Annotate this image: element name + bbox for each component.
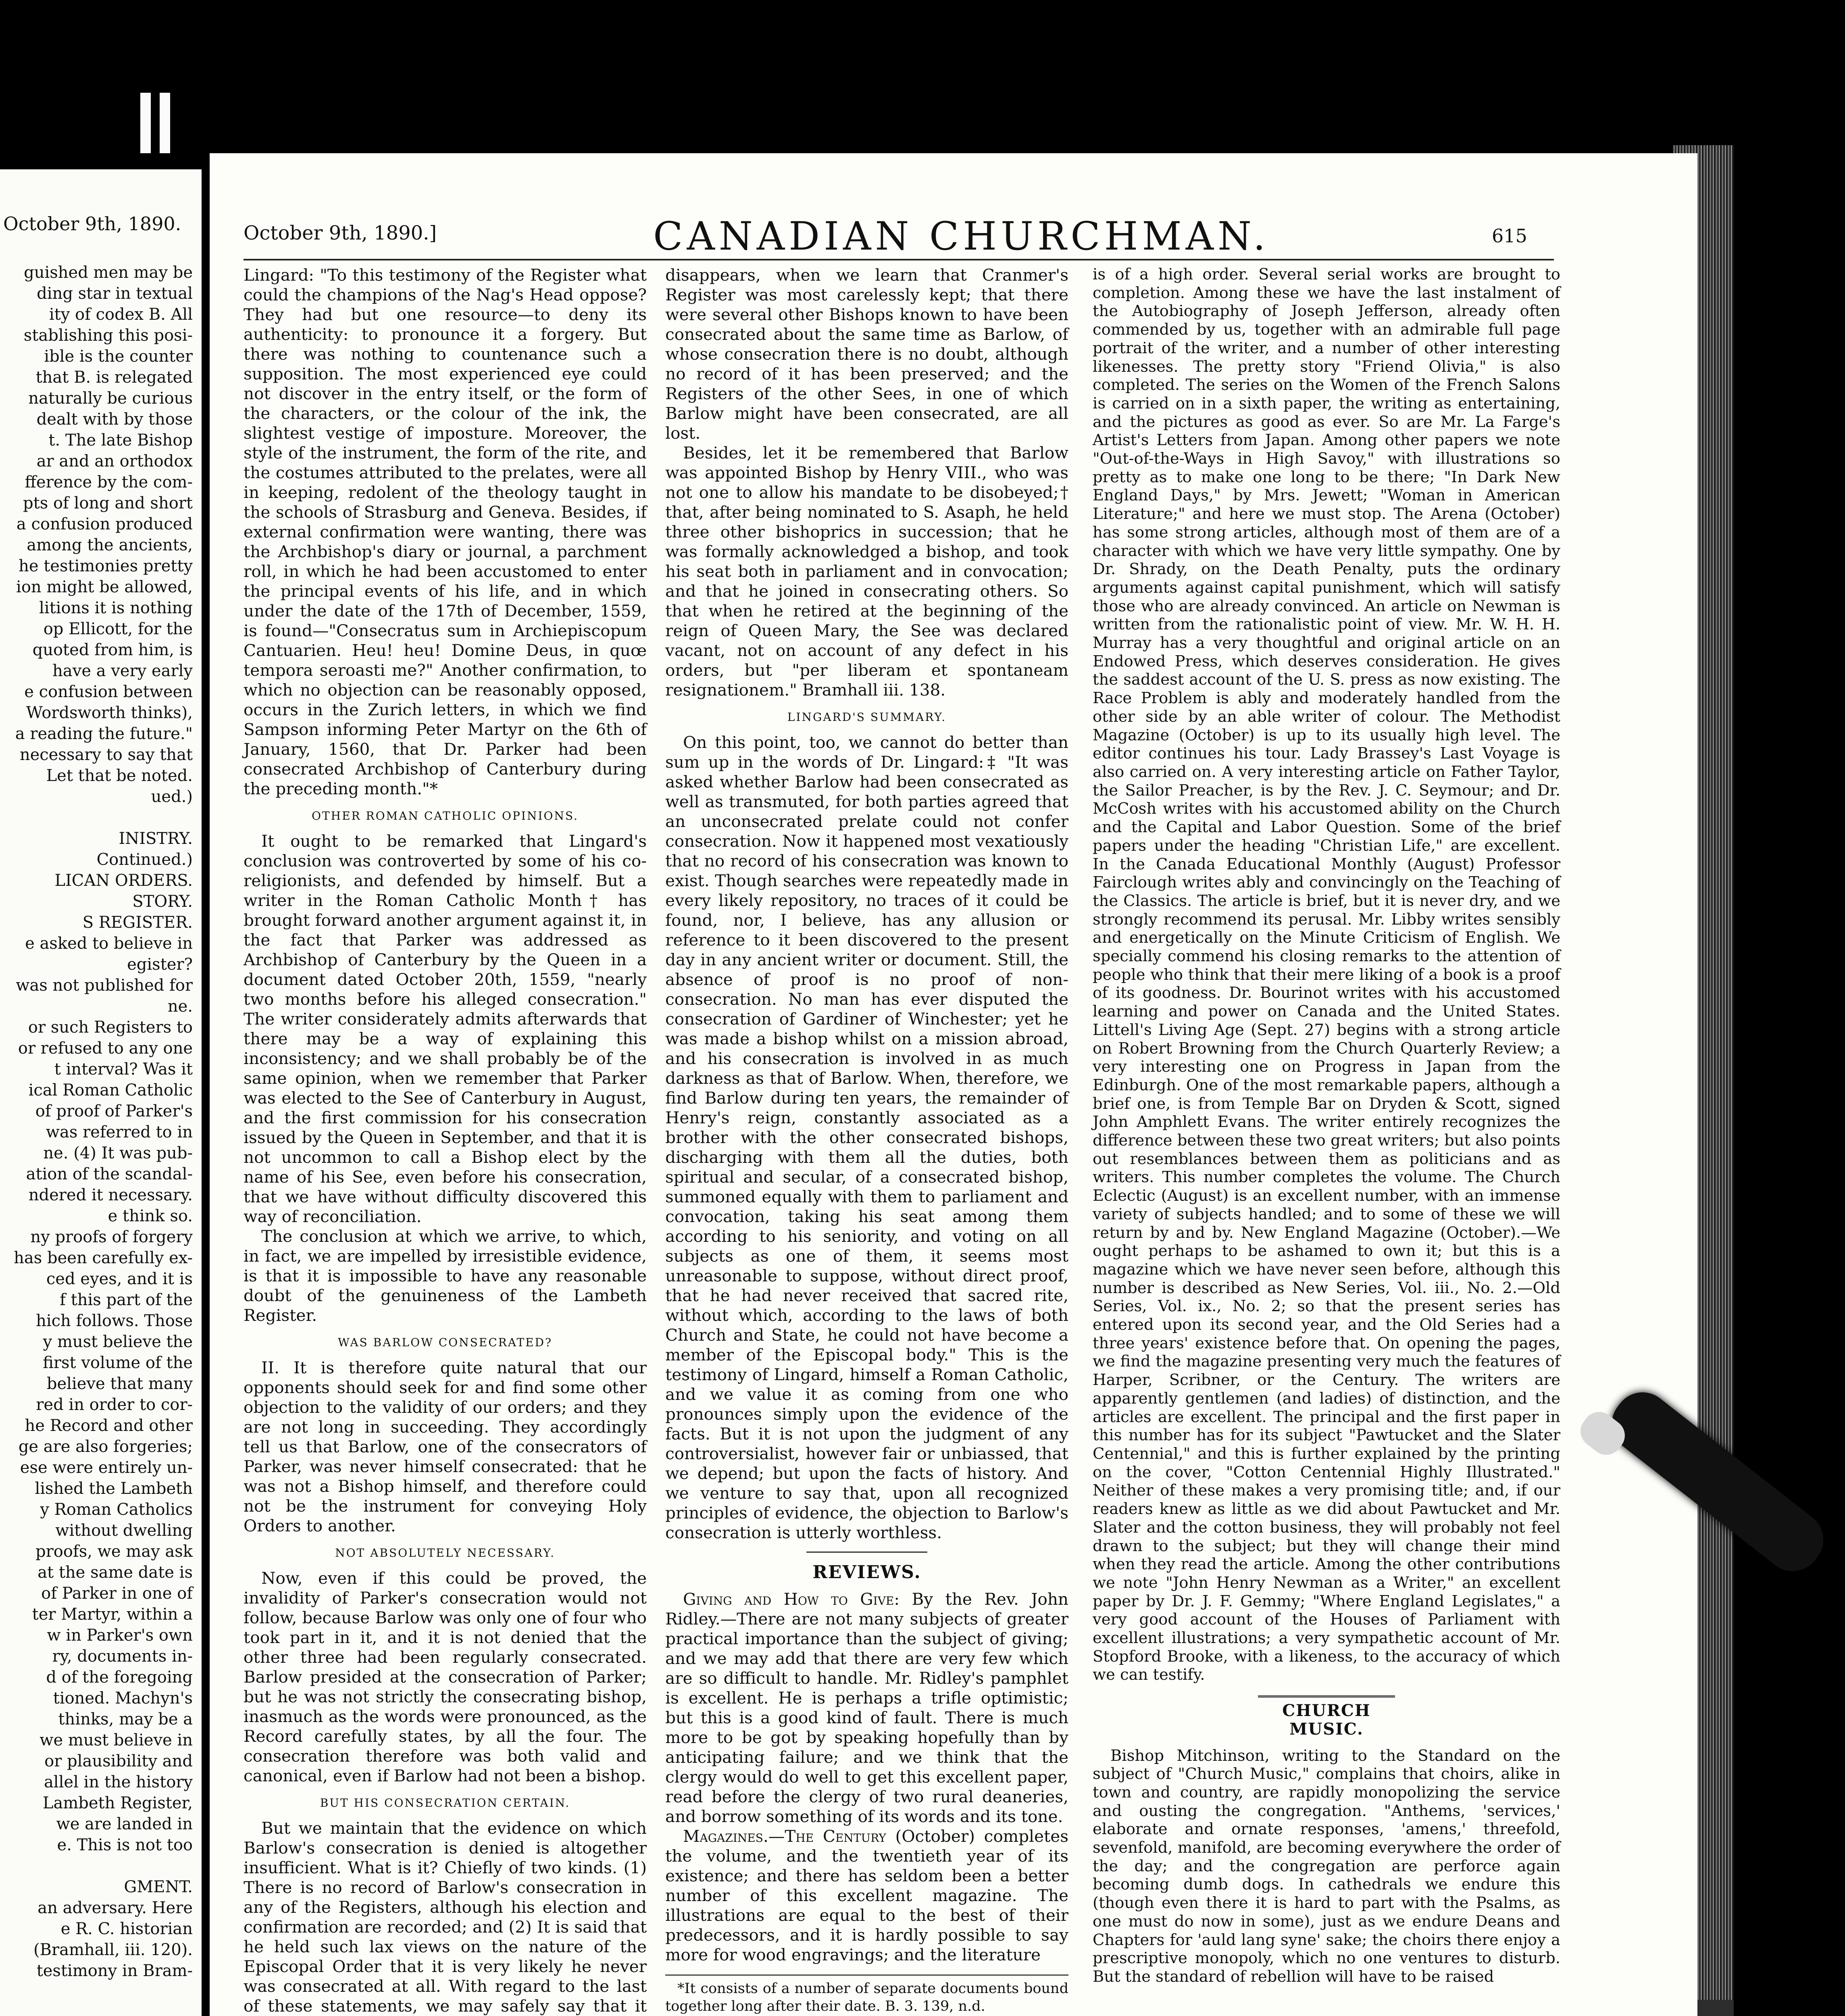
scan-marker-top-2 — [160, 93, 170, 153]
header-rule — [244, 259, 1554, 260]
left-page-line: S REGISTER. — [82, 913, 193, 932]
left-page-line: necessary to say that — [19, 746, 193, 764]
left-page-line: of Parker in one of — [41, 1584, 193, 1603]
left-page-line: STORY. — [132, 892, 193, 911]
article-paragraph: The conclusion at which we arrive, to which, in fact, we are impelled by irresistible evidence, is that it is impossible to have any reasonable doubt of the genuineness of the Lambeth Register. — [244, 1227, 647, 1325]
left-page-line: fference by the com- — [25, 473, 193, 492]
article-paragraph: Now, even if this could be proved, the invalidity of Parker's consecration would not follow, because Barlow was only one of four who took part in it, and it is not denied that the other three had been regularly consecrated. Barlow presided at the consecration of Parker; but he was not strictly the consecrating bishop, inasmuch as the words were pronounced, as the Record carefully states, by all the four. The consecration therefore was both valid and canonical, even if Barlow had not been a bishop. — [244, 1568, 647, 1785]
left-page-line: egister? — [127, 955, 193, 974]
column-2 — [665, 265, 1068, 2016]
left-page-line: ny proofs of forgery — [30, 1228, 193, 1246]
article-paragraph: II. It is therefore quite natural that our opponents should seek for and find some other objection to the validity of our orders; and they are not long in succeeding. They accordingly tell us that Barlow, one of the consecrators of Parker, was never himself consecrated: that he was not a Bishop himself, and therefore could not be the instrument for conveying Holy Orders to another. — [244, 1358, 647, 1535]
church-music-heading: CHURCH MUSIC. — [1258, 1695, 1395, 1738]
masthead-title: CANADIAN CHURCHMAN. — [653, 214, 1270, 259]
left-page-line: believe that many — [46, 1375, 193, 1393]
left-page-line: e think so. — [108, 1207, 193, 1225]
left-page-line: allel in the history — [44, 1773, 193, 1791]
newspaper-page — [210, 153, 1697, 2016]
review-paragraph — [665, 1826, 1068, 1965]
article-paragraph: Besides, let it be remembered that Barlow was appointed Bishop by Henry VIII., who was not one to allow his mandate to be disobeyed;† that, after being nominated to S. Asaph, he held three other bishoprics in succession; that he was formally acknowledged a bishop, and took his seat both in parliament and in convocation; and that he joined in consecrating others. So that when he retired at the beginning of the reign of Queen Mary, the See was declared vacant, not on account of any defect in his orders, but "per liberam et spontaneam resignationem." Bramhall iii. 138. — [665, 443, 1068, 700]
left-page-line: ced eyes, and it is — [46, 1270, 193, 1288]
left-page-line: a confusion produced — [16, 515, 193, 533]
left-page-line: ion might be allowed, — [16, 578, 193, 596]
article-paragraph: But we maintain that the evidence on which Barlow's consecration is denied is altogether insufficient. What is it? Chiefly of two kinds. (1) There is no record of Barlow's consecration in any of the Registers, although his election and confirmation are recorded; and (2) It is said that he held such lax views on the nature of the Episcopal Order that it is very likely he never was consecrated at all. With regard to the last of these statements, we may safely say that it — [244, 1818, 647, 2016]
left-page-line: lished the Lambeth — [35, 1479, 193, 1498]
left-page-line: have a very early — [52, 662, 193, 680]
left-page-line: he Record and other — [25, 1416, 193, 1435]
article-paragraph: Bishop Mitchinson, writing to the Standard on the subject of "Church Music," complains that choirs, alike in town and country, are rapidly monopolizing the service and ousting the congregation. "Anthems, 'services,' elaborate and ornate responses, 'amens,' threefold, sevenfold, manifold, are becoming everywhere the order of the day; and the congregation are perforce again becoming dumb dogs. In cathedrals we endure this (though even there it is hard to part with the Psalms, as one must do now in some), just as we endure Deans and Chapters for 'auld lang syne' sake; the choirs there enjoy a prescriptive monopoly, which no one ventures to disturb. But the standard of rebellion will have to be raised — [1093, 1746, 1560, 1986]
left-page-line: we are landed in — [56, 1815, 193, 1833]
scan-marker-top-1 — [140, 93, 151, 153]
left-page-line: e asked to believe in — [25, 934, 193, 953]
left-page-line: ne. — [167, 997, 193, 1016]
article-paragraph: disappears, when we learn that Cranmer's Register was most carelessly kept; that there were several other Bishops known to have been consecrated about the same time as Barlow, of whose consecration there is no doubt, although no record of it has been preserved; and the Registers of the other Sees, in one of which Barlow might have been consecrated, are all lost. — [665, 265, 1068, 443]
left-page-line: op Ellicott, for the — [43, 620, 193, 638]
left-page-line: GMENT. — [124, 1878, 193, 1896]
article-paragraph: It ought to be remarked that Lingard's conclusion was controverted by some of his co-religionists, and defended by himself. But a writer in the Roman Catholic Month† has brought forward another argument against it, in the fact that Parker was addressed as Archbishop of Canterbury by the Queen in a document dated October 20th, 1559, "nearly two months before his alleged consecration." The writer considerately admits afterwards that there may be a way of explaining this inconsistency; and we shall probably be of the same opinion, when we remember that Parker was elected to the See of Canterbury in August, and the first commission for his consecration issued by the Queen in September, and that it is not uncommon to call a Bishop elect by the name of his See, even before his consecration, that we have without difficulty discovered this way of reconciliation. — [244, 831, 647, 1226]
left-page-line: without dwelling — [55, 1521, 193, 1540]
review-lead: Giving and How to Give: — [683, 1589, 900, 1609]
left-page-line: of proof of Parker's — [35, 1102, 193, 1120]
left-page-line: y must believe the — [43, 1333, 193, 1351]
left-page-line: e confusion between — [24, 683, 193, 701]
left-page-line: ese were entirely un- — [20, 1458, 193, 1477]
left-page-line: t. The late Bishop — [48, 431, 193, 450]
section-heading: OTHER ROMAN CATHOLIC OPINIONS. — [312, 809, 579, 823]
left-page-column — [3, 262, 193, 1981]
left-page-line: litions it is nothing — [39, 599, 193, 617]
left-page-line: ued.) — [151, 787, 193, 806]
section-heading: BUT HIS CONSECRATION CERTAIN. — [320, 1796, 571, 1810]
left-page-line: d of the foregoing — [46, 1668, 193, 1687]
left-page-line: INISTRY. — [119, 829, 193, 848]
left-page-line: ndered it necessary. — [28, 1186, 193, 1204]
left-page-line: an adversary. Here — [37, 1899, 193, 1917]
section-heading: LINGARD'S SUMMARY. — [787, 710, 947, 724]
left-page-line: ity of codex B. All — [49, 305, 193, 324]
left-page-line: Lambeth Register, — [42, 1794, 193, 1812]
left-page-line: among the ancients, — [27, 536, 193, 554]
page-number: 615 — [1492, 225, 1527, 247]
left-page-line: ical Roman Catholic — [28, 1081, 193, 1100]
header-date: October 9th, 1890.] — [244, 222, 437, 244]
left-page-line: y Roman Catholics — [40, 1500, 193, 1519]
left-page-line: ne. (4) It was pub- — [43, 1144, 193, 1162]
left-page-line: testimony in Bram- — [36, 1962, 193, 1980]
left-page-line: that B. is relegated — [35, 368, 193, 387]
left-page-line: a reading the future." — [15, 725, 193, 743]
left-page-line: dealt with by those — [36, 410, 193, 429]
left-page-line: ry, documents in- — [52, 1647, 193, 1666]
section-separator — [806, 1552, 927, 1553]
review-text: (October) completes the volume, and the twentieth year of its existence; and there has seldom been a better number of this excellent magazine. The illustrations are equal to the best of their predecessors, and it is hardly possible to say more for wood engravings; and the literature — [665, 1826, 1068, 1964]
left-page-line: first volume of the — [43, 1354, 193, 1372]
left-page-line: Let that be noted. — [46, 766, 193, 785]
left-page-line: pts of long and short — [23, 494, 193, 512]
left-page-line: ding star in textual — [37, 284, 193, 303]
left-page-line: at the same date is — [37, 1563, 193, 1582]
review-paragraph: is of a high order. Several serial works are brought to completion. Among these we have the last instalment of the Autobiography of Joseph Jefferson, already often commended by us, together with an admirable full page portrait of the writer, and a number of other interesting likenesses. The pretty story "Friend Olivia," is also completed. The series on the Women of the French Salons is carried on in a sixth paper, the writing as entertaining, and the pictures as good as ever. So are Mr. La Farge's Artist's Letters from Japan. Among other papers we note "Out-of-the-Ways in High Savoy," with illustrations so pretty as to make one long to be there; "In Dark New England Days," by Mrs. Jewett; "Woman in American Literature;" and here we must stop. The Arena (October) has some strong articles, although most of them are of a character with which we have very little sympathy. One by Dr. Shrady, on the Death Penalty, puts the ordinary arguments against capital punishment, which will satisfy those who are already convinced. An article on Newman is written from the rationalistic point of view. Mr. W. H. H. Murray has a very thoughtful and original article on an Endowed Press, which deserves consideration. He gives the saddest account of the U. S. press as now existing. The Race Problem is ably and moderately handled from the other side by an able writer of colour. The Methodist Magazine (October) is up to its usually high level. The editor continues his tour. Lady Brassey's Last Voyage is also carried on. A very interesting article on Father Taylor, the Sailor Preacher, is by the Rev. J. C. Seymour; and Dr. McCosh writes with his accustomed ability on the Church and the Capital and Labor Question. Some of the brief papers under the heading "Christian Life," are excellent. In the Canada Educational Monthly (August) Professor Fairclough writes ably and convincingly on the Teaching of the Classics. The article is brief, but it is never dry, and we strongly recommend its perusal. Mr. Libby writes sensibly and energetically on the Minute Criticism of English. We specially commend his closing remarks to the attention of people who think that their mere liking of a book is a proof of its goodness. Dr. Bourinot writes with his accustomed learning and power on Canada and the United States. Littell's Living Age (Sept. 27) begins with a strong article on Robert Browning from the Church Quarterly Review; a very interesting one on Progress in Japan from the Edinburgh. One of the most remarkable papers, although a brief one, is from Temple Bar on Dryden & Scott, signed John Amphlett Evans. The writer entirely recognizes the difference between these two great writers; but also points out resemblances between them as politicians and as writers. This number completes the volume. The Church Eclectic (August) is an excellent number, with an immense variety of subjects handled; and to some of these we will return by and by. New England Magazine (October).—We ought perhaps to be ashamed to own it; but this is a magazine which we have never seen before, although this number is described as New Series, Vol. iii., No. 2.—Old Series, Vol. ix., No. 2; so that the present series has entered upon its second year, and the Old Series had a three years' existence before that. On opening the pages, we find the magazine presenting very much the features of Harper, Scribner, or the Century. The writers are apparently gentlemen (and ladies) of distinction, and the articles are excellent. The principal and the first paper in this number has for its subject "Pawtucket and the Slater Centennial," and this is further explained by the printing on the cover, "Cotton Centennial Highly Illustrated." Neither of these makes a very promising title; and, if our readers knew as little as we did about Pawtucket and Mr. Slater and the cotton business, they will probably not feel drawn to the subject; but they will change their mind when they read the article. Among the other contributions we note "John Henry Newman as a Writer," an excellent paper by Dr. J. F. Gemmy; "Where England Legislates," a very good account of the Houses of Parliament with excellent illustrations; a very sympathetic account of Mr. Stopford Brooke, with a likeness, to the accuracy of which we can testify. — [1093, 265, 1560, 1684]
column-3 — [1093, 265, 1560, 1986]
left-page-line: Continued.) — [96, 850, 193, 869]
section-heading: WAS BARLOW CONSECRATED? — [337, 1336, 553, 1349]
left-page-line: ation of the scandal- — [26, 1165, 193, 1183]
left-page-line: was not published for — [16, 976, 193, 995]
left-page-line: stablishing this posi- — [23, 326, 193, 345]
left-page-line: was referred to in — [46, 1123, 193, 1141]
review-paragraph — [665, 1589, 1068, 1826]
left-page-line: or refused to any one — [18, 1039, 193, 1058]
footnote-rule — [665, 1974, 1068, 1976]
column-1 — [244, 265, 647, 2016]
review-text: By the Rev. John Ridley.—There are not many subjects of greater practical importance than the subject of giving; and we may add that there are very few which are so difficult to handle. Mr. Ridley's pamphlet is excellent. He is perhaps a trifle optimistic; but this is a good kind of fault. There is much more to be got by speaking hopefully than by anticipating failure; and we think that the clergy would do well to get this excellent paper, read before the clergy of two rural deaneries, and borrow something of its words and its tone. — [665, 1589, 1068, 1826]
left-page-line: ge are also forgeries; — [18, 1437, 193, 1456]
page-gutter — [202, 0, 210, 2016]
left-page-line: LICAN ORDERS. — [54, 871, 193, 890]
left-page-line: quoted from him, is — [32, 641, 193, 659]
left-page-line: or such Registers to — [28, 1018, 193, 1037]
footnote: *It consists of a number of separate documents bound together long after their date. B. 3. 139, n.d. — [665, 1981, 1068, 2014]
left-page-line: ible is the counter — [44, 347, 193, 366]
left-page-line: he testimonies pretty — [19, 557, 193, 575]
left-page-line: we must believe in — [40, 1731, 193, 1749]
left-page-line: (Bramhall, iii. 120). — [33, 1941, 193, 1959]
review-lead: Magazines.—The Century — [683, 1826, 886, 1846]
left-page-line: naturally be curious — [28, 389, 193, 408]
reviews-heading: REVIEWS. — [812, 1562, 921, 1583]
left-page-line: e R. C. historian — [60, 1920, 193, 1938]
article-paragraph: On this point, too, we cannot do better than sum up in the words of Dr. Lingard:‡ "It was asked whether Barlow had been consecrated as well as transmuted, for both parties agreed that an unconsecrated prelate could not confer consecration. Now it happened most vexatiously that no record of his consecration was known to exist. Though searches were repeatedly made in every likely repository, no traces of it could be found, nor, I believe, has any allusion or reference to it been discovered to the present day in any ancient writer or document. Still, the absence of proof is no proof of non-consecration. No man has ever disputed the consecration of Gardiner of Winchester; yet he was made a bishop whilst on a mission abroad, and his consecration is involved in as much darkness as that of Barlow. When, therefore, we find Barlow during ten years, the remainder of Henry's reign, constantly associated as a brother with the other consecrated bishops, discharging with them all the duties, both spiritual and secular, of a consecrated bishop, summoned equally with them to parliament and convocation, taking his seat among them according to his seniority, and voting on all subjects as one of them, it seems most unreasonable to suppose, without direct proof, that he had never received that sacred rite, without which, according to the laws of both Church and State, he could not have become a member of the Episcopal body." This is the testimony of Lingard, himself a Roman Catholic, and we value it as coming from one who pronounces simply upon the evidence of the facts. But it is not upon the judgment of any controversialist, however fair or unbiassed, that we depend; but upon the facts of history. And we venture to say that, upon all recognized principles of evidence, the objection to Barlow's consecration is utterly worthless. — [665, 733, 1068, 1542]
left-page-line: e. This is not too — [57, 1836, 193, 1854]
left-page-line — [3, 807, 193, 828]
left-page-line: thinks, may be a — [58, 1710, 193, 1729]
left-page-line: proofs, we may ask — [35, 1542, 193, 1561]
left-page-line: t interval? Was it — [54, 1060, 193, 1079]
left-page-line: ter Martyr, within a — [32, 1605, 193, 1624]
left-page-line: or plausibility and — [44, 1752, 193, 1770]
article-paragraph: Lingard: "To this testimony of the Register what could the champions of the Nag's Head oppose? They had but one resource—to deny its authenticity: to pronounce it a forgery. But there was nothing to countenance such a supposition. The most experienced eye could not discover in the entry itself, or the form of the characters, or the colour of the ink, the slightest vestige of imposture. Moreover, the style of the instrument, the form of the rite, and the costumes attributed to the prelates, were all in keeping, redolent of the theology taught in the schools of Strasburg and Geneva. Besides, if external confirmation were wanting, there was the Archbishop's diary or journal, a parchment roll, in which he had been accustomed to enter the principal events of his life, and in which under the date of the 17th of December, 1559, is found—"Consecratus sum in Archiepiscopum Cantuarien. Heu! heu! Domine Deus, in quœ tempora seroasti me?" Another confirmation, to which no objection can be reasonably opposed, occurs in the Zurich letters, in which we find Sampson informing Peter Martyr on the 6th of January, 1560, that Dr. Parker had been consecrated Archbishop of Canterbury during the preceding month."* — [244, 265, 647, 798]
left-page-line: Wordsworth thinks), — [26, 704, 193, 722]
section-heading: NOT ABSOLUTELY NECESSARY. — [335, 1546, 555, 1560]
left-page-line: red in order to cor- — [36, 1395, 193, 1414]
left-page-date: October 9th, 1890. — [3, 213, 181, 235]
left-page-line: hich follows. Those — [36, 1312, 193, 1330]
left-page-line: tioned. Machyn's — [53, 1689, 193, 1708]
left-page-line — [3, 1856, 193, 1876]
left-page-line: w in Parker's own — [47, 1626, 193, 1645]
left-page-line: has been carefully ex- — [14, 1249, 193, 1267]
left-page-line: ar and an orthodox — [36, 452, 193, 471]
left-page-line: f this part of the — [60, 1291, 193, 1309]
left-page-fragment — [0, 169, 202, 2016]
left-page-line: guished men may be — [24, 263, 193, 282]
